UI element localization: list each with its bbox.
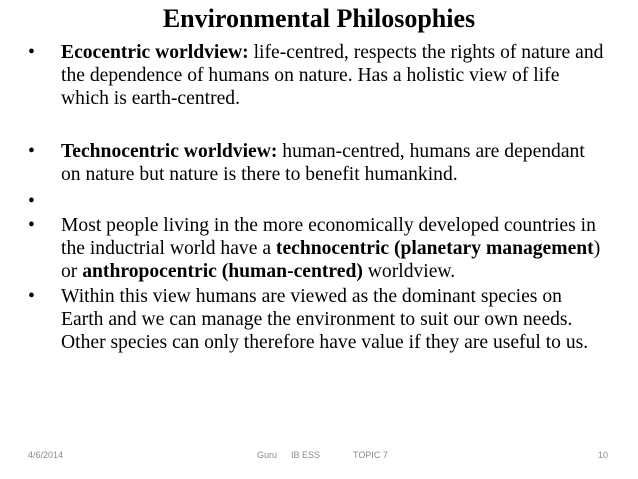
developed-text-2: ) or: [61, 238, 601, 282]
footer-course: IB ESS: [291, 450, 321, 460]
bullet-dot: •: [28, 286, 35, 307]
footer-page-number: 10: [597, 450, 608, 460]
bullet-empty: [28, 190, 608, 213]
slide-title: Environmental Philosophies: [162, 4, 476, 33]
bullet-dot: •: [28, 215, 35, 236]
footer-author: Guru: [257, 450, 278, 460]
bullet-developed-countries: [28, 214, 608, 283]
bullet-dominant-species: [28, 285, 608, 354]
footer-date: 4/6/2014: [28, 450, 64, 460]
bullet-list: [28, 41, 608, 354]
slide-footer: [0, 450, 638, 464]
technocentric-highlight: technocentric (planetary management: [275, 238, 594, 259]
bullet-dot: •: [28, 141, 35, 162]
ecocentric-term: Ecocentric worldview:: [61, 42, 249, 63]
bullet-dot: •: [28, 191, 35, 212]
technocentric-text: human-centred, humans are dependant on nature but nature is there to benefit humankind.: [61, 141, 585, 185]
footer-topic: TOPIC 7: [353, 450, 388, 460]
developed-text-1: Most people living in the more economically developed countries in the inductrial world have a: [61, 215, 596, 259]
bullet-dot: •: [28, 42, 35, 63]
dominant-text: Within this view humans are viewed as the dominant species on Earth and we can manage the environment to suit our own needs. Other species can only therefore have value if they are useful to us.: [61, 286, 589, 353]
developed-text-3: worldview.: [362, 261, 456, 282]
bullet-ecocentric: [28, 41, 608, 110]
anthropocentric-highlight: anthropocentric (human-centred): [82, 261, 363, 282]
bullet-technocentric: [28, 140, 608, 186]
technocentric-term: Technocentric worldview:: [61, 141, 278, 162]
ecocentric-text: life-centred, respects the rights of nature and the dependence of humans on nature. Has a holistic view of life which is earth-centred.: [61, 42, 604, 109]
